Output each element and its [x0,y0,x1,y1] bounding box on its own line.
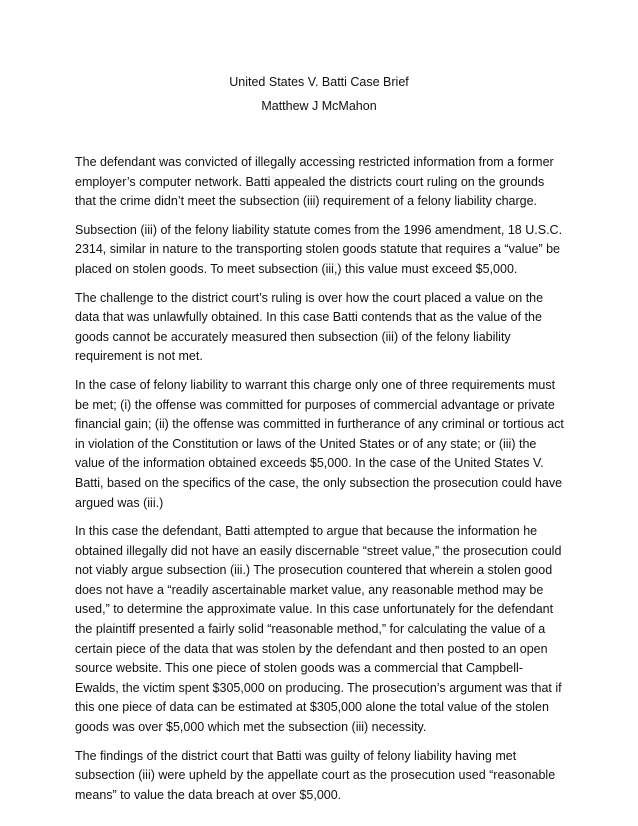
paragraph-5: In this case the defendant, Batti attempted to argue that because the information he obtained illegally did not have an easily discernable “street value,” the prosecution could not viably argue subsection (iii.) The prosecution countered that wherein a stolen good does not have a “readily ascertainable market value, any reasonable method may be used,” to determine the approximate value. In this case unfortunately for the defendant the plaintiff presented a fairly solid “reasonable method,” for calculating the value of a certain piece of the data that was stolen by the defendant and then posted to an open source website. This one piece of stolen goods was a commercial that Campbell-Ewalds, the victim spent $305,000 on producing. The prosecution’s argument was that if this one piece of data can be estimated at $305,000 alone the total value of the stolen goods was over $5,000 which met the subsection (iii) necessity. [75,524,562,735]
paragraph-2: Subsection (iii) of the felony liability statute comes from the 1996 amendment, 18 U.S.C. 2314, similar in nature to the transporting stolen goods statute that requires a “value” be placed on stolen goods. To meet subsection (iii,) this value must exceed $5,000. [75,222,563,276]
paragraph-3: The challenge to the district court’s ruling is over how the court placed a value on the data that was unlawfully obtained. In this case Batti contends that as the value of the goods cannot be accurately measured then subsection (iii) of the felony liability requirement is not met. [75,290,544,364]
document-author: Matthew J McMahon [261,99,377,113]
paragraph-6: The findings of the district court that Batti was guilty of felony liability having met subsection (iii) were upheld by the appellate court as the prosecution used “reasonable means” to value the data breach at over $5,000. [75,748,556,802]
paragraph-4: In the case of felony liability to warrant this charge only one of three requirements must be met; (i) the offense was committed for purposes of commercial advantage or private financial gain; (ii) the offense was committed in furtherance of any criminal or tortious act in violation of the Constitution or laws of the United States or of any state; or (iii) the value of the information obtained exceeds $5,000. In the case of the United States V. Batti, based on the specifics of the case, the only subsection the prosecution could have argued was (iii.) [75,377,564,510]
paragraph-1: The defendant was convicted of illegally accessing restricted information from a former employer’s computer network. Batti appealed the districts court ruling on the grounds that the crime didn’t meet the subsection (iii) requirement of a felony liability charge. [75,155,554,209]
document-body [75,153,566,814]
document-title: United States V. Batti Case Brief [229,75,409,89]
